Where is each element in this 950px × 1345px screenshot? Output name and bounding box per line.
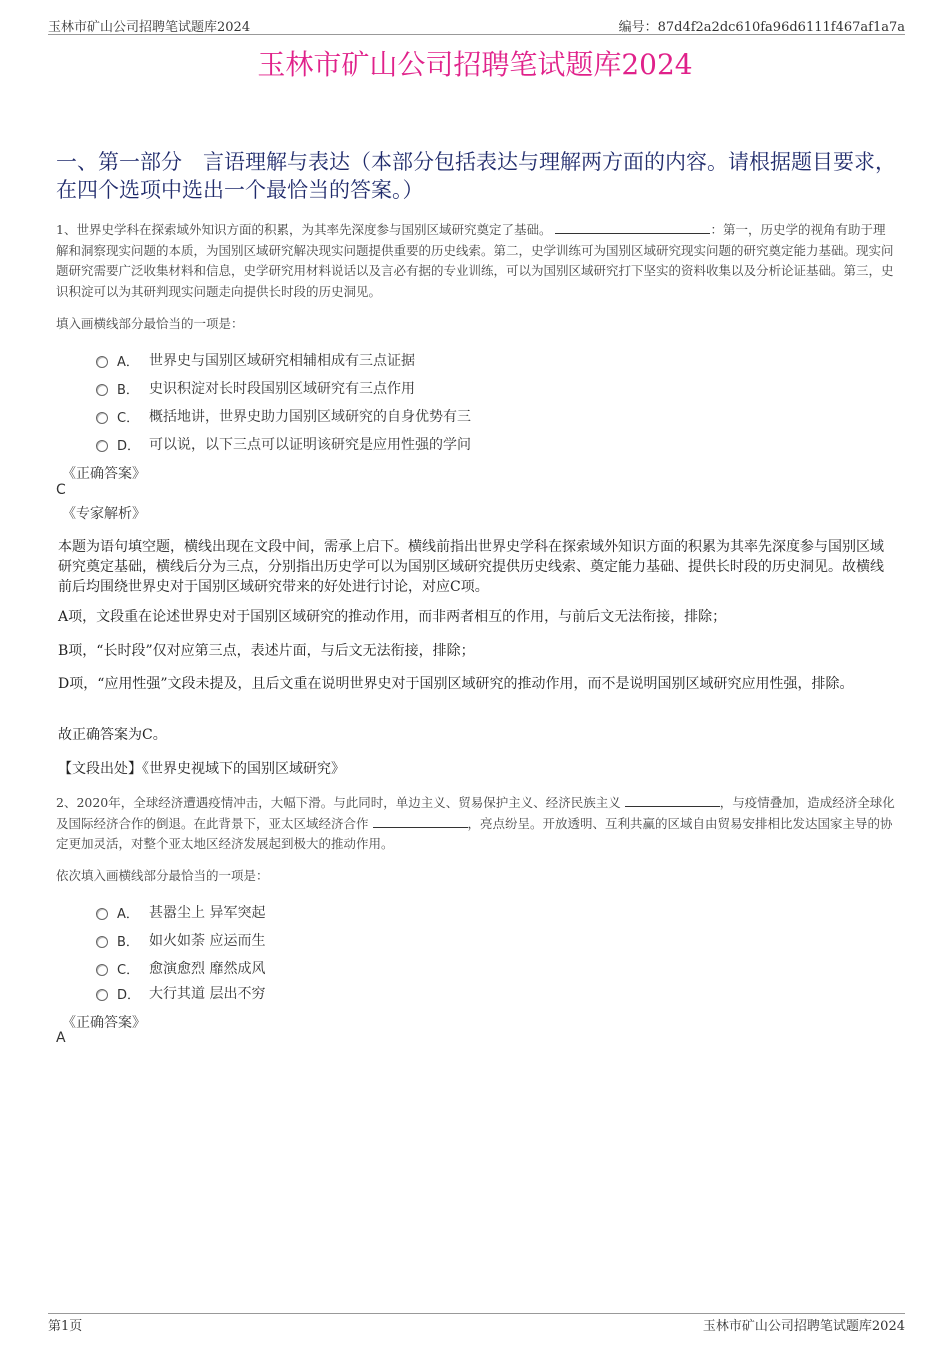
q2-prompt: 依次填入画横线部分最恰当的一项是： (56, 868, 269, 883)
q2-text-part-c: ，亮点纷呈。开放透明、互利共赢的区域自由贸易安排相比发达国家主导的协定更加灵活，对整个亚太地区经济发展起到极大的推动作用。 (56, 815, 893, 851)
option-letter: A． (117, 354, 139, 370)
radio-icon[interactable] (96, 412, 108, 424)
q2-option-b[interactable] (96, 926, 856, 954)
radio-icon[interactable] (96, 908, 108, 920)
page-footer (48, 1313, 905, 1334)
option-text: 如火如荼 应运而生 (149, 933, 266, 949)
q1-analysis-label: 《专家解析》 (62, 506, 146, 522)
q2-blank-1 (625, 794, 720, 807)
option-letter: B． (117, 382, 139, 398)
option-letter: D． (117, 438, 141, 454)
option-letter: B． (117, 934, 139, 950)
option-text: 世界史与国别区域研究相辅相成有三点证据 (149, 353, 415, 369)
page-number: 第1页 (48, 1319, 83, 1334)
q2-text-part-a: 2、2020年，全球经济遭遇疫情冲击，大幅下滑。与此同时，单边主义、贸易保护主义、经济民族主义 (56, 795, 621, 810)
q1-option-b[interactable] (96, 374, 856, 402)
radio-icon[interactable] (96, 989, 108, 1001)
q1-answer: C (56, 482, 66, 498)
q1-analysis-p4: D项，“应用性强”文段未提及，且后文重在说明世界史对于国别区域研究的推动作用，而不是说明国别区域研究应用性强，排除。 (58, 676, 854, 692)
option-letter: C． (117, 962, 140, 978)
q2-answer-label: 《正确答案》 (62, 1015, 146, 1031)
footer-doc-title: 玉林市矿山公司招聘笔试题库2024 (702, 1319, 905, 1334)
q1-text (56, 220, 896, 302)
q1-blank (555, 221, 710, 234)
q2-option-a[interactable] (96, 898, 856, 926)
q1-options (96, 346, 856, 458)
page-header (48, 14, 905, 35)
q1-prompt: 填入画横线部分最恰当的一项是： (56, 316, 244, 331)
option-text: 愈演愈烈 靡然成风 (149, 961, 266, 977)
q2-blank-2 (373, 815, 468, 828)
q1-analysis-p3: B项，“长时段”仅对应第三点，表述片面，与后文无法衔接，排除； (58, 643, 475, 659)
option-text: 甚嚣尘上 异军突起 (149, 905, 266, 921)
section-heading: 一、第一部分 言语理解与表达（本部分包括表达与理解两方面的内容。请根据题目要求，在四个选项中选出一个最恰当的答案。） (56, 150, 896, 202)
option-text: 概括地讲，世界史助力国别区域研究的自身优势有三 (149, 409, 471, 425)
q1-analysis-p1: 本题为语句填空题，横线出现在文段中间，需承上启下。横线前指出世界史学科在探索域外知识方面的积累为其率先深度参与国别区域研究奠定基础，横线后分为三点，分别指出历史学可以为国别区域研究提供历史线索、奠定能力基础、提供长时段的历史洞见。故横线前后均围绕世界史对于国别区域研究带来的好处进行讨论，对应C项。 (58, 539, 884, 595)
option-text: 史识积淀对长时段国别区域研究有三点作用 (149, 381, 415, 397)
q1-option-c[interactable] (96, 402, 856, 430)
q1-option-d[interactable] (96, 430, 856, 458)
q2-answer: A (56, 1030, 66, 1046)
q2-option-c[interactable] (96, 954, 856, 982)
q2-options (96, 898, 856, 1004)
option-letter: C． (117, 410, 140, 426)
radio-icon[interactable] (96, 384, 108, 396)
option-letter: D． (117, 987, 141, 1003)
q1-analysis-p2: A项，文段重在论述世界史对于国别区域研究的推动作用，而非两者相互的作用，与前后文无法衔接，排除； (58, 609, 727, 625)
option-text: 大行其道 层出不穷 (149, 986, 266, 1002)
q1-option-a[interactable] (96, 346, 856, 374)
q1-answer-label: 《正确答案》 (62, 466, 146, 482)
radio-icon[interactable] (96, 936, 108, 948)
q1-text-part-b: ：第一，历史学的视角有助于理解和洞察现实问题的本质，为国别区域研究解决现实问题提供重要的历史线索。第二，史学训练可为国别区域研究现实问题的研究奠定能力基础。现实问题研究需要广泛收集材料和信息，史学研究用材料说话以及言必有据的专业训练，可以为国别区域研究打下坚实的资料收集以及分析论证基础。第三，史识积淀可以为其研判现实问题走向提供长时段的历史洞见。 (56, 222, 894, 299)
header-doc-title: 玉林市矿山公司招聘笔试题库2024 (48, 20, 251, 35)
radio-icon[interactable] (96, 964, 108, 976)
q1-text-part-a: 1、世界史学科在探索域外知识方面的积累，为其率先深度参与国别区域研究奠定了基础。 (56, 222, 552, 237)
radio-icon[interactable] (96, 440, 108, 452)
header-doc-id: 编号：87d4f2a2dc610fa96d6111f467af1a7a (618, 20, 905, 35)
q2-text (56, 793, 896, 855)
q2-option-d[interactable] (96, 982, 856, 1004)
radio-icon[interactable] (96, 356, 108, 368)
option-letter: A． (117, 906, 139, 922)
page-title: 玉林市矿山公司招聘笔试题库2024 (257, 48, 693, 81)
option-text: 可以说，以下三点可以证明该研究是应用性强的学问 (149, 437, 471, 453)
q1-analysis-p5: 故正确答案为C。 (58, 727, 167, 743)
q1-source: 【文段出处】《世界史视域下的国别区域研究》 (58, 761, 345, 777)
q2-text-part-b: ，与疫情叠加，造成经济全球化及国际经济合作的倒退。在此背景下，亚太区域经济合作 (56, 795, 895, 831)
